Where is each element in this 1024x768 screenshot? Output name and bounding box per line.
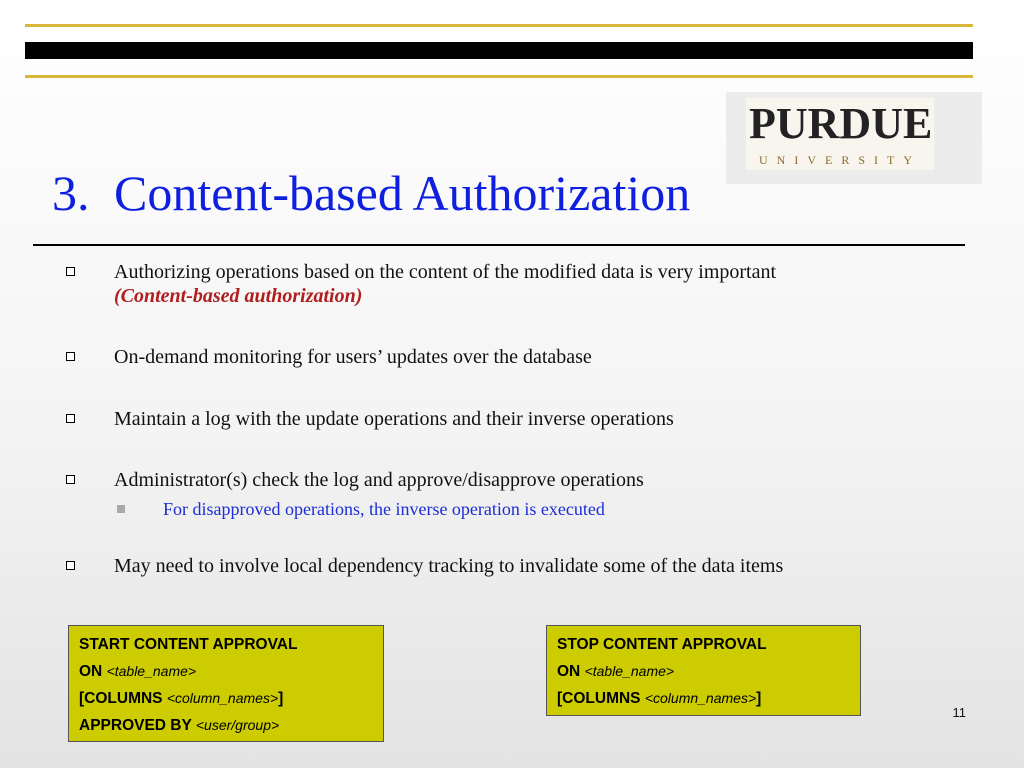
slide-title [52,162,690,224]
stop-box-line-3 [557,685,850,712]
bullet-1-emphasis: (Content-based authorization) [114,285,363,307]
bullet-3 [114,407,974,431]
placeholder-table-name: <table_name> [106,663,197,679]
start-box-line-1: START CONTENT APPROVAL [79,636,298,653]
start-box-line-2 [79,658,373,685]
bullet-2-text: On-demand monitoring for users’ updates over the database [114,346,592,368]
logo-subtitle: UNIVERSITY [759,153,921,167]
stop-approval-syntax-box [546,625,861,716]
hollow-square-bullet-icon [66,561,75,570]
keyword-on: ON [79,663,103,680]
sub-bullet [163,498,963,520]
start-box-line-4 [79,712,373,739]
keyword-columns: [COLUMNS [79,690,163,707]
page-number: 11 [952,705,966,720]
title-underline [33,244,965,246]
stop-box-line-1: STOP CONTENT APPROVAL [557,636,767,653]
keyword-approved-by: APPROVED BY [79,717,192,734]
filled-square-bullet-icon [117,505,125,513]
bullet-3-text: Maintain a log with the update operations and their inverse operations [114,408,674,430]
bullet-1 [114,260,974,308]
logo-panel [746,98,934,170]
top-black-bar [25,42,973,59]
start-box-line-3 [79,685,373,712]
purdue-logo [726,92,982,184]
bullet-5-text: May need to involve local dependency tracking to invalidate some of the data items [114,555,784,577]
hollow-square-bullet-icon [66,475,75,484]
bracket-close: ] [278,690,284,707]
bullet-5 [114,554,974,578]
hollow-square-bullet-icon [66,352,75,361]
title-text: Content-based Authorization [114,165,691,221]
bullet-2 [114,345,974,369]
bracket-close: ] [756,690,762,707]
placeholder-user-group: <user/group> [195,717,280,733]
keyword-on: ON [557,663,581,680]
bottom-gold-rule [25,75,973,78]
hollow-square-bullet-icon [66,414,75,423]
stop-box-line-2 [557,658,850,685]
bullet-4 [114,468,974,492]
placeholder-column-names: <column_names> [644,690,757,706]
sub-bullet-text: For disapproved operations, the inverse operation is executed [163,499,605,519]
hollow-square-bullet-icon [66,267,75,276]
start-approval-syntax-box [68,625,384,742]
keyword-columns: [COLUMNS [557,690,641,707]
logo-wordmark: PURDUE [749,99,933,148]
title-number: 3. [52,165,90,221]
placeholder-table-name: <table_name> [584,663,675,679]
placeholder-column-names: <column_names> [166,690,279,706]
bullet-1-text: Authorizing operations based on the content of the modified data is very important [114,261,777,283]
bullet-4-text: Administrator(s) check the log and approve/disapprove operations [114,469,644,491]
top-gold-rule [25,24,973,27]
